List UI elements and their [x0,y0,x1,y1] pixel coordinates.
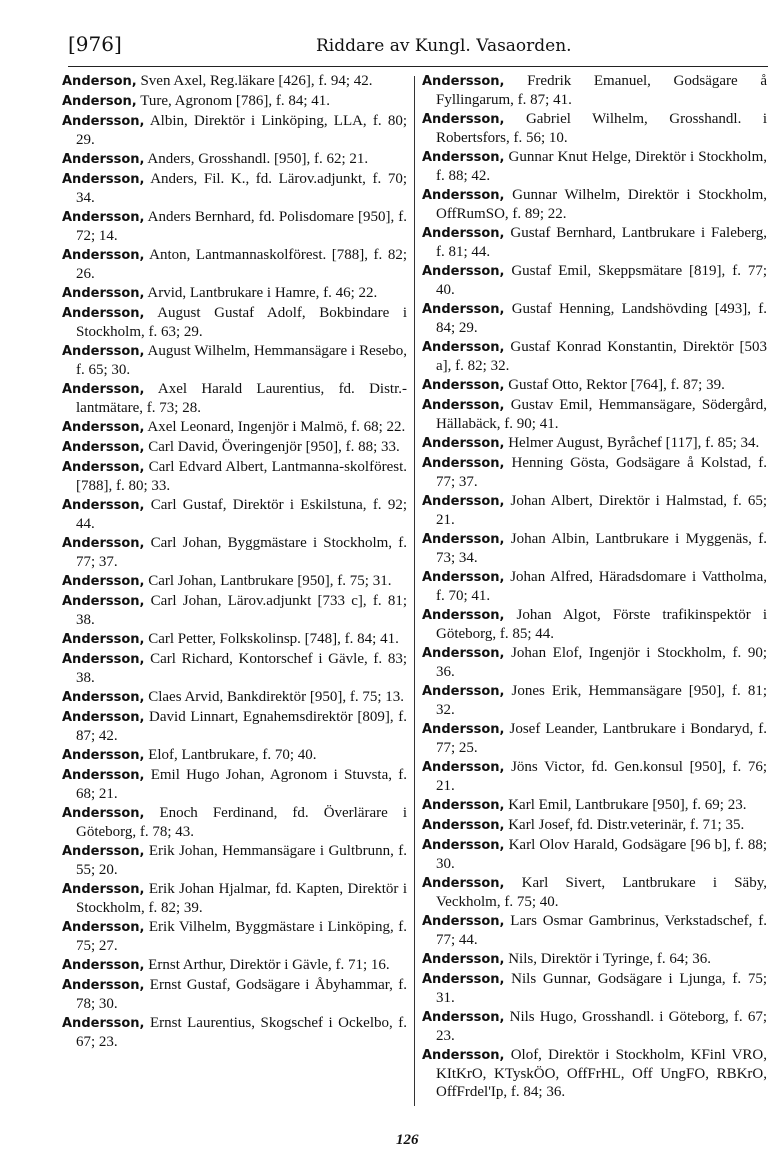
register-entry [62,630,407,649]
page-header [68,28,768,60]
register-entry [62,956,407,975]
right-column [422,72,767,1102]
register-entry [422,148,767,185]
register-entry [422,186,767,223]
entry-details: Carl Richard, Kontorschef i Gävle, f. 83; 38. [76,651,407,686]
entry-details: Gustaf Konrad Konstantin, Direktör [503 a], f. 82; 32. [436,339,767,374]
entry-surname: Andersson, [422,952,505,967]
entry-surname: Andersson, [422,798,505,813]
entry-surname: Andersson, [422,188,505,203]
entry-surname: Andersson, [422,378,505,393]
entry-details: Carl Johan, Lantbrukare [950], f. 75; 31. [144,573,392,589]
entry-details: Karl Sivert, Lantbrukare i Säby, Veckholm, f. 75; 40. [436,875,767,910]
page-reference: [976] [68,32,122,56]
entry-details: Ernst Gustaf, Godsägare i Åbyhammar, f. 78; 30. [76,977,407,1012]
register-entry [62,380,407,417]
entry-surname: Andersson, [62,382,145,397]
entry-details: Emil Hugo Johan, Agronom i Stuvsta, f. 68; 21. [76,767,407,802]
entry-surname: Andersson, [422,972,505,987]
entry-surname: Andersson, [422,646,505,661]
register-entry [62,746,407,765]
entry-details: August Gustaf Adolf, Bokbindare i Stockholm, f. 63; 29. [76,305,407,340]
entry-details: Ernst Arthur, Direktör i Gävle, f. 71; 16. [144,957,390,973]
page-number: 126 [396,1132,419,1148]
register-entry [422,758,767,795]
entry-surname: Andersson, [62,632,145,647]
register-entry [62,688,407,707]
register-entry [62,918,407,955]
register-entry [62,804,407,841]
entry-surname: Andersson, [62,978,145,993]
register-entry [422,72,767,109]
entry-surname: Andersson, [422,302,505,317]
register-entry [62,534,407,571]
entry-details: August Wilhelm, Hemmansägare i Resebo, f. 65; 30. [76,343,407,378]
entry-details: David Linnart, Egnahemsdirektör [809], f. 87; 42. [76,709,407,744]
register-entry [422,262,767,299]
register-entry [422,874,767,911]
entry-details: Anders, Fil. K., fd. Lärov.adjunkt, f. 70; 34. [76,171,407,206]
entry-details: Josef Leander, Lantbrukare i Bondaryd, f. 77; 25. [436,721,767,756]
entry-surname: Andersson, [422,684,505,699]
register-entry [422,110,767,147]
entry-details: Erik Johan Hjalmar, fd. Kapten, Direktör i Stockholm, f. 82; 39. [76,881,407,916]
running-title: Riddare av Kungl. Vasaorden. [316,36,572,56]
entry-surname: Andersson, [422,532,505,547]
entry-details: Johan Albin, Lantbrukare i Myggenäs, f. 73; 34. [436,531,767,566]
entry-details: Karl Olov Harald, Godsägare [96 b], f. 88; 30. [436,837,767,872]
entry-details: Lars Osmar Gambrinus, Verkstadschef, f. 77; 44. [436,913,767,948]
entry-surname: Andersson, [422,876,505,891]
entry-details: Gustaf Emil, Skeppsmätare [819], f. 77; 40. [436,263,767,298]
entry-surname: Andersson, [62,806,145,821]
entry-surname: Andersson, [422,456,505,471]
entry-surname: Andersson, [62,440,145,455]
register-entry [62,170,407,207]
entry-details: Karl Emil, Lantbrukare [950], f. 69; 23. [504,797,747,813]
register-entry [422,300,767,337]
entry-surname: Andersson, [422,264,505,279]
entry-surname: Andersson, [422,74,505,89]
entry-surname: Andersson, [62,882,145,897]
register-entry [422,606,767,643]
entry-surname: Andersson, [422,1048,505,1063]
entry-surname: Andersson, [62,536,145,551]
entry-details: Carl Petter, Folkskolinsp. [748], f. 84; 41. [144,631,399,647]
entry-details: Johan Alfred, Häradsdomare i Vattholma, f. 70; 41. [436,569,767,604]
entry-surname: Andersson, [422,112,505,127]
entry-surname: Andersson, [62,748,145,763]
register-entry [62,246,407,283]
entry-details: Arvid, Lantbrukare i Hamre, f. 46; 22. [144,285,378,301]
register-entry [62,150,407,169]
register-entry [62,92,407,111]
entry-details: Carl Gustaf, Direktör i Eskilstuna, f. 92; 44. [76,497,407,532]
register-entry [62,708,407,745]
register-entry [422,912,767,949]
entry-surname: Andersson, [422,914,505,929]
entry-surname: Andersson, [422,436,505,451]
register-entry [62,112,407,149]
left-column [62,72,407,1052]
register-entry [422,682,767,719]
entry-surname: Andersson, [62,420,145,435]
entry-surname: Andersson, [62,958,145,973]
entry-details: Carl Johan, Lärov.adjunkt [733 c], f. 81; 38. [76,593,407,628]
entry-surname: Andersson, [62,768,145,783]
entry-surname: Andersson, [62,710,145,725]
entry-details: Anders, Grosshandl. [950], f. 62; 21. [144,151,369,167]
register-entry [62,284,407,303]
register-entry [422,836,767,873]
register-entry [62,458,407,495]
entry-surname: Andersson, [62,344,145,359]
entry-surname: Andersson, [62,594,145,609]
register-entry [422,530,767,567]
register-entry [422,568,767,605]
entry-details: Gunnar Wilhelm, Direktör i Stockholm, OffRumSO, f. 89; 22. [436,187,767,222]
entry-surname: Andersson, [62,306,145,321]
entry-details: Carl Edvard Albert, Lantmanna-skolförest. [788], f. 80; 33. [76,459,407,494]
entry-details: Ernst Laurentius, Skogschef i Ockelbo, f. 67; 23. [76,1015,407,1050]
entry-details: Carl David, Överingenjör [950], f. 88; 33. [144,439,400,455]
entry-details: Nils Hugo, Grosshandl. i Göteborg, f. 67; 23. [436,1009,767,1044]
entry-details: Anton, Lantmannaskolförest. [788], f. 82; 26. [76,247,407,282]
entry-surname: Anderson, [62,74,137,89]
register-entry [62,766,407,803]
entry-details: Nils Gunnar, Godsägare i Ljunga, f. 75; 31. [436,971,767,1006]
entry-surname: Anderson, [62,94,137,109]
register-entry [422,454,767,491]
entry-surname: Andersson, [422,722,505,737]
register-entry [422,644,767,681]
entry-details: Sven Axel, Reg.läkare [426], f. 94; 42. [136,73,373,89]
entry-surname: Andersson, [62,498,145,513]
entry-surname: Andersson, [62,152,145,167]
entry-surname: Andersson, [422,340,505,355]
entry-surname: Andersson, [62,114,145,129]
entry-surname: Andersson, [422,398,505,413]
entry-surname: Andersson, [62,286,145,301]
register-entry [62,342,407,379]
entry-details: Olof, Direktör i Stockholm, KFinl VRO, KItKrO, KTyskÖO, OffFrHL, Off UngFO, RBKrO, OffFrdel'Ip, f. 84; 36. [436,1047,767,1100]
register-entry [422,434,767,453]
entry-surname: Andersson, [62,574,145,589]
entry-details: Jones Erik, Hemmansägare [950], f. 81; 32. [436,683,767,718]
register-entry [422,796,767,815]
entry-surname: Andersson, [422,608,505,623]
entry-surname: Andersson, [422,226,505,241]
entry-details: Axel Leonard, Ingenjör i Malmö, f. 68; 22. [144,419,406,435]
register-entry [422,970,767,1007]
entry-details: Henning Gösta, Godsägare å Kolstad, f. 77; 37. [436,455,767,490]
header-rule [68,66,768,67]
entry-details: Claes Arvid, Bankdirektör [950], f. 75; 13. [144,689,404,705]
register-entry [422,950,767,969]
entry-details: Jöns Victor, fd. Gen.konsul [950], f. 76; 21. [436,759,767,794]
register-entry [62,438,407,457]
entry-surname: Andersson, [422,494,505,509]
entry-surname: Andersson, [62,460,145,475]
register-entry [62,496,407,533]
entry-details: Gustaf Otto, Rektor [764], f. 87; 39. [504,377,725,393]
entry-details: Elof, Lantbrukare, f. 70; 40. [144,747,317,763]
entry-surname: Andersson, [422,1010,505,1025]
register-entry [62,304,407,341]
register-entry [62,72,407,91]
register-entry [422,492,767,529]
entry-details: Gustaf Bernhard, Lantbrukare i Faleberg, f. 81; 44. [436,225,767,260]
register-entry [422,720,767,757]
register-entry [422,1046,767,1101]
entry-details: Gunnar Knut Helge, Direktör i Stockholm, f. 88; 42. [436,149,767,184]
entry-details: Anders Bernhard, fd. Polisdomare [950], f. 72; 14. [76,209,407,244]
entry-columns [62,72,772,1112]
register-entry [62,842,407,879]
entry-surname: Andersson, [62,1016,145,1031]
register-entry [422,396,767,433]
register-entry [422,338,767,375]
entry-details: Enoch Ferdinand, fd. Överlärare i Göteborg, f. 78; 43. [76,805,407,840]
entry-details: Karl Josef, fd. Distr.veterinär, f. 71; 35. [504,817,745,833]
entry-details: Johan Elof, Ingenjör i Stockholm, f. 90; 36. [436,645,767,680]
entry-details: Helmer August, Byråchef [117], f. 85; 34. [504,435,760,451]
entry-surname: Andersson, [422,150,505,165]
entry-surname: Andersson, [62,690,145,705]
register-entry [422,816,767,835]
register-entry [422,224,767,261]
entry-surname: Andersson, [422,570,505,585]
entry-surname: Andersson, [422,760,505,775]
register-entry [62,572,407,591]
entry-surname: Andersson, [62,210,145,225]
entry-details: Gustaf Henning, Landshövding [493], f. 84; 29. [436,301,767,336]
entry-details: Johan Albert, Direktör i Halmstad, f. 65; 21. [436,493,767,528]
entry-details: Gabriel Wilhelm, Grosshandl. i Robertsfors, f. 56; 10. [436,111,767,146]
register-entry [62,1014,407,1051]
entry-surname: Andersson, [422,818,505,833]
entry-surname: Andersson, [62,172,145,187]
register-entry [62,650,407,687]
entry-details: Gustav Emil, Hemmansägare, Södergård, Hällabäck, f. 90; 41. [436,397,767,432]
register-entry [62,592,407,629]
entry-details: Axel Harald Laurentius, fd. Distr.-lantmätare, f. 73; 28. [76,381,407,416]
entry-surname: Andersson, [62,248,145,263]
entry-details: Carl Johan, Byggmästare i Stockholm, f. 77; 37. [76,535,407,570]
register-entry [62,976,407,1013]
entry-surname: Andersson, [62,920,145,935]
register-entry [422,1008,767,1045]
entry-details: Erik Johan, Hemmansägare i Gultbrunn, f. 55; 20. [76,843,407,878]
entry-details: Ture, Agronom [786], f. 84; 41. [136,93,331,109]
register-entry [422,376,767,395]
entry-details: Erik Vilhelm, Byggmästare i Linköping, f. 75; 27. [76,919,407,954]
entry-surname: Andersson, [422,838,505,853]
entry-details: Nils, Direktör i Tyringe, f. 64; 36. [504,951,712,967]
register-entry [62,880,407,917]
register-entry [62,208,407,245]
entry-surname: Andersson, [62,652,145,667]
entry-details: Fredrik Emanuel, Godsägare å Fyllingarum, f. 87; 41. [436,73,767,108]
entry-details: Albin, Direktör i Linköping, LLA, f. 80; 29. [76,113,407,148]
entry-details: Johan Algot, Förste trafikinspektör i Göteborg, f. 85; 44. [436,607,767,642]
entry-surname: Andersson, [62,844,145,859]
register-entry [62,418,407,437]
